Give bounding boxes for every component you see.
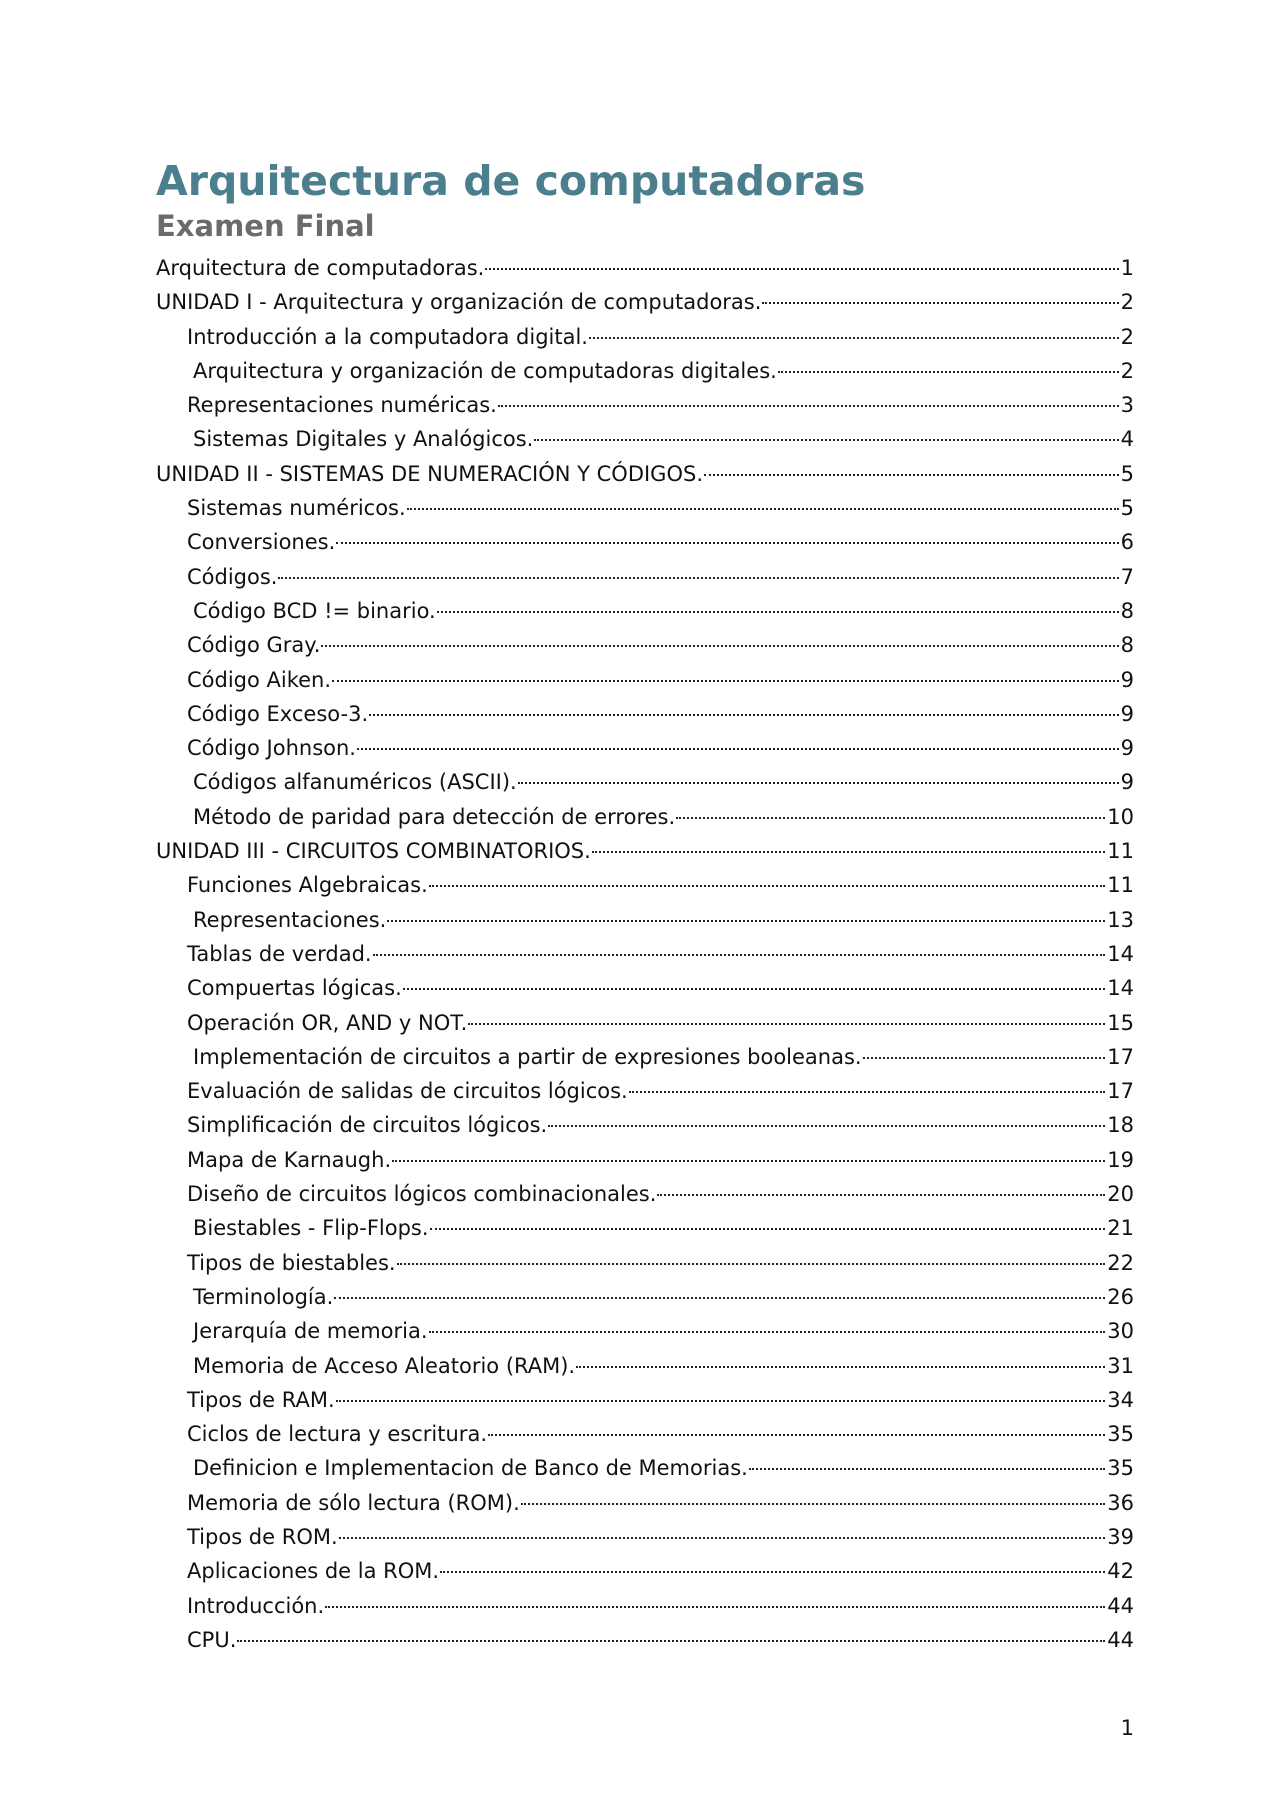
toc-dot-leader (762, 302, 1118, 304)
toc-entry-title: UNIDAD III - CIRCUITOS COMBINATORIOS. (156, 839, 591, 864)
toc-entry[interactable] (156, 1314, 1134, 1348)
toc-entry[interactable] (156, 868, 1134, 902)
toc-entry-page: 44 (1107, 1593, 1134, 1618)
toc-dot-leader (237, 1640, 1105, 1642)
toc-dot-leader (407, 508, 1119, 510)
toc-dot-leader (488, 1434, 1105, 1436)
document-subtitle: Examen Final (156, 209, 375, 243)
toc-entry-page: 9 (1120, 667, 1134, 692)
toc-entry-title: Definicion e Implementacion de Banco de Memorias. (193, 1456, 748, 1481)
toc-dot-leader (429, 1331, 1106, 1333)
toc-entry-title: Tablas de verdad. (187, 941, 372, 966)
toc-entry-page: 3 (1120, 393, 1134, 418)
toc-entry-title: Memoria de sólo lectura (ROM). (187, 1490, 520, 1515)
toc-entry[interactable] (156, 1451, 1134, 1485)
toc-entry-title: Funciones Algebraicas. (187, 873, 428, 898)
toc-entry-page: 6 (1120, 530, 1134, 555)
toc-entry[interactable] (156, 1108, 1134, 1142)
toc-entry-title: Introducción. (187, 1593, 325, 1618)
toc-entry-title: Códigos. (187, 564, 278, 589)
toc-dot-leader (704, 474, 1119, 476)
toc-dot-leader (397, 1263, 1106, 1265)
toc-entry[interactable] (156, 457, 1134, 491)
toc-entry-title: Código Gray. (187, 633, 321, 658)
toc-entry-page: 10 (1107, 804, 1134, 829)
toc-dot-leader (676, 817, 1105, 819)
toc-dot-leader (498, 405, 1119, 407)
toc-entry-title: Operación OR, AND y NOT. (187, 1010, 468, 1035)
toc-entry-title: CPU. (187, 1627, 237, 1652)
toc-entry[interactable] (156, 1417, 1134, 1451)
toc-entry[interactable] (156, 1143, 1134, 1177)
toc-entry-title: Representaciones. (193, 907, 387, 932)
toc-entry[interactable] (156, 765, 1134, 799)
toc-dot-leader (657, 1194, 1105, 1196)
toc-entry-title: Método de paridad para detección de errores. (193, 804, 676, 829)
toc-dot-leader (278, 577, 1118, 579)
toc-dot-leader (373, 954, 1106, 956)
page-number: 1 (1120, 1716, 1134, 1740)
toc-entry-page: 9 (1120, 770, 1134, 795)
toc-entry[interactable] (156, 560, 1134, 594)
toc-dot-leader (403, 988, 1106, 990)
toc-entry[interactable] (156, 285, 1134, 319)
toc-dot-leader (437, 611, 1119, 613)
toc-entry-page: 26 (1107, 1284, 1134, 1309)
toc-entry-title: Jerarquía de memoria. (193, 1319, 428, 1344)
toc-entry-title: Sistemas Digitales y Analógicos. (193, 427, 534, 452)
toc-entry[interactable] (156, 834, 1134, 868)
toc-entry[interactable] (156, 628, 1134, 662)
toc-entry-page: 8 (1120, 598, 1134, 623)
toc-entry-page: 11 (1107, 839, 1134, 864)
toc-entry-page: 2 (1120, 290, 1134, 315)
toc-entry-page: 18 (1107, 1113, 1134, 1138)
toc-entry[interactable] (156, 594, 1134, 628)
toc-entry-title: Memoria de Acceso Aleatorio (RAM). (193, 1353, 576, 1378)
toc-entry-page: 4 (1120, 427, 1134, 452)
toc-entry-title: UNIDAD II - SISTEMAS DE NUMERACIÓN Y CÓDIGOS. (156, 461, 703, 486)
toc-entry-title: Biestables - Flip-Flops. (193, 1216, 429, 1241)
toc-entry[interactable] (156, 937, 1134, 971)
toc-entry-title: Sistemas numéricos. (187, 496, 406, 521)
toc-entry-title: Arquitectura y organización de computadoras digitales. (193, 358, 777, 383)
toc-entry-page: 2 (1120, 324, 1134, 349)
toc-dot-leader (468, 1023, 1105, 1025)
toc-dot-leader (392, 1160, 1105, 1162)
toc-entry[interactable] (156, 320, 1134, 354)
toc-entry[interactable] (156, 697, 1134, 731)
toc-entry[interactable] (156, 1486, 1134, 1520)
toc-entry[interactable] (156, 663, 1134, 697)
toc-entry-page: 19 (1107, 1147, 1134, 1172)
toc-entry[interactable] (156, 388, 1134, 422)
toc-entry-title: Evaluación de salidas de circuitos lógicos. (187, 1079, 628, 1104)
toc-entry-page: 14 (1107, 976, 1134, 1001)
toc-entry-page: 44 (1107, 1627, 1134, 1652)
toc-dot-leader (518, 782, 1119, 784)
toc-entry[interactable] (156, 800, 1134, 834)
toc-entry-title: UNIDAD I - Arquitectura y organización de computadoras. (156, 290, 762, 315)
toc-entry-title: Códigos alfanuméricos (ASCII). (193, 770, 517, 795)
toc-dot-leader (485, 268, 1118, 270)
toc-dot-leader (576, 1366, 1105, 1368)
toc-entry-title: Mapa de Karnaugh. (187, 1147, 392, 1172)
toc-entry-page: 8 (1120, 633, 1134, 658)
toc-entry-page: 30 (1107, 1319, 1134, 1344)
toc-entry-title: Simplificación de circuitos lógicos. (187, 1113, 548, 1138)
toc-dot-leader (521, 1503, 1106, 1505)
toc-entry-title: Terminología. (193, 1284, 334, 1309)
toc-entry[interactable] (156, 1349, 1134, 1383)
toc-entry-page: 17 (1107, 1044, 1134, 1069)
toc-entry[interactable] (156, 491, 1134, 525)
toc-dot-leader (534, 439, 1118, 441)
toc-entry-title: Tipos de RAM. (187, 1387, 335, 1412)
toc-dot-leader (440, 1571, 1105, 1573)
toc-entry-page: 34 (1107, 1387, 1134, 1412)
toc-entry-page: 11 (1107, 873, 1134, 898)
toc-entry-page: 36 (1107, 1490, 1134, 1515)
toc-entry-page: 15 (1107, 1010, 1134, 1035)
toc-entry-page: 39 (1107, 1524, 1134, 1549)
toc-entry-page: 31 (1107, 1353, 1134, 1378)
toc-entry[interactable] (156, 354, 1134, 388)
toc-entry-title: Código BCD != binario. (193, 598, 436, 623)
toc-entry-page: 14 (1107, 941, 1134, 966)
toc-entry[interactable] (156, 1554, 1134, 1588)
toc-entry[interactable] (156, 971, 1134, 1005)
toc-dot-leader (357, 748, 1119, 750)
toc-entry-title: Tipos de ROM. (187, 1524, 338, 1549)
toc-entry-page: 35 (1107, 1422, 1134, 1447)
toc-dot-leader (589, 337, 1119, 339)
toc-dot-leader (339, 1537, 1106, 1539)
toc-entry-page: 9 (1120, 736, 1134, 761)
toc-entry[interactable] (156, 1211, 1134, 1245)
toc-entry-page: 1 (1120, 256, 1134, 280)
toc-entry-title: Representaciones numéricas. (187, 393, 497, 418)
toc-dot-leader (336, 1400, 1106, 1402)
toc-entry[interactable] (156, 1074, 1134, 1108)
toc-entry-page: 35 (1107, 1456, 1134, 1481)
toc-entry-title: Código Johnson. (187, 736, 356, 761)
toc-entry[interactable] (156, 1589, 1134, 1623)
toc-entry-page: 5 (1120, 496, 1134, 521)
toc-dot-leader (548, 1125, 1105, 1127)
toc-entry[interactable] (156, 1623, 1134, 1657)
toc-entry-page: 9 (1120, 701, 1134, 726)
toc-entry-title: Introducción a la computadora digital. (187, 324, 588, 349)
toc-entry[interactable] (156, 1177, 1134, 1211)
toc-entry-title: Implementación de circuitos a partir de expresiones booleanas. (193, 1044, 862, 1069)
table-of-contents (156, 251, 1134, 1657)
toc-dot-leader (332, 680, 1119, 682)
toc-dot-leader (778, 371, 1119, 373)
toc-entry-title: Código Aiken. (187, 667, 332, 692)
toc-dot-leader (629, 1091, 1106, 1093)
toc-entry-page: 2 (1120, 358, 1134, 383)
toc-entry[interactable] (156, 1280, 1134, 1314)
toc-entry[interactable] (156, 525, 1134, 559)
toc-entry[interactable] (156, 1006, 1134, 1040)
toc-dot-leader (429, 885, 1105, 887)
toc-entry[interactable] (156, 1383, 1134, 1417)
toc-entry-page: 21 (1107, 1216, 1134, 1241)
toc-dot-leader (334, 1297, 1105, 1299)
toc-entry-page: 22 (1107, 1250, 1134, 1275)
toc-entry-title: Código Exceso-3. (187, 701, 369, 726)
toc-entry-title: Arquitectura de computadoras. (156, 256, 485, 280)
document-title: Arquitectura de computadoras (156, 157, 866, 205)
toc-dot-leader (749, 1468, 1105, 1470)
toc-entry-title: Diseño de circuitos lógicos combinacionales. (187, 1182, 657, 1207)
toc-dot-leader (325, 1606, 1105, 1608)
toc-entry-page: 42 (1107, 1559, 1134, 1584)
toc-entry-page: 13 (1107, 907, 1134, 932)
toc-entry[interactable] (156, 251, 1134, 285)
toc-entry[interactable] (156, 1520, 1134, 1554)
toc-dot-leader (863, 1057, 1106, 1059)
toc-dot-leader (387, 920, 1105, 922)
toc-entry-page: 5 (1120, 461, 1134, 486)
toc-entry-title: Compuertas lógicas. (187, 976, 402, 1001)
toc-dot-leader (369, 714, 1119, 716)
toc-entry-page: 20 (1107, 1182, 1134, 1207)
toc-entry-page: 17 (1107, 1079, 1134, 1104)
toc-dot-leader (430, 1228, 1106, 1230)
toc-entry[interactable] (156, 903, 1134, 937)
toc-entry[interactable] (156, 422, 1134, 456)
toc-entry-title: Ciclos de lectura y escritura. (187, 1422, 487, 1447)
toc-dot-leader (592, 851, 1105, 853)
toc-entry-title: Tipos de biestables. (187, 1250, 396, 1275)
toc-entry-title: Conversiones. (187, 530, 336, 555)
toc-entry[interactable] (156, 1040, 1134, 1074)
toc-entry-title: Aplicaciones de la ROM. (187, 1559, 440, 1584)
toc-dot-leader (321, 645, 1118, 647)
toc-dot-leader (336, 542, 1118, 544)
toc-entry[interactable] (156, 1246, 1134, 1280)
toc-entry-page: 7 (1120, 564, 1134, 589)
toc-entry[interactable] (156, 731, 1134, 765)
